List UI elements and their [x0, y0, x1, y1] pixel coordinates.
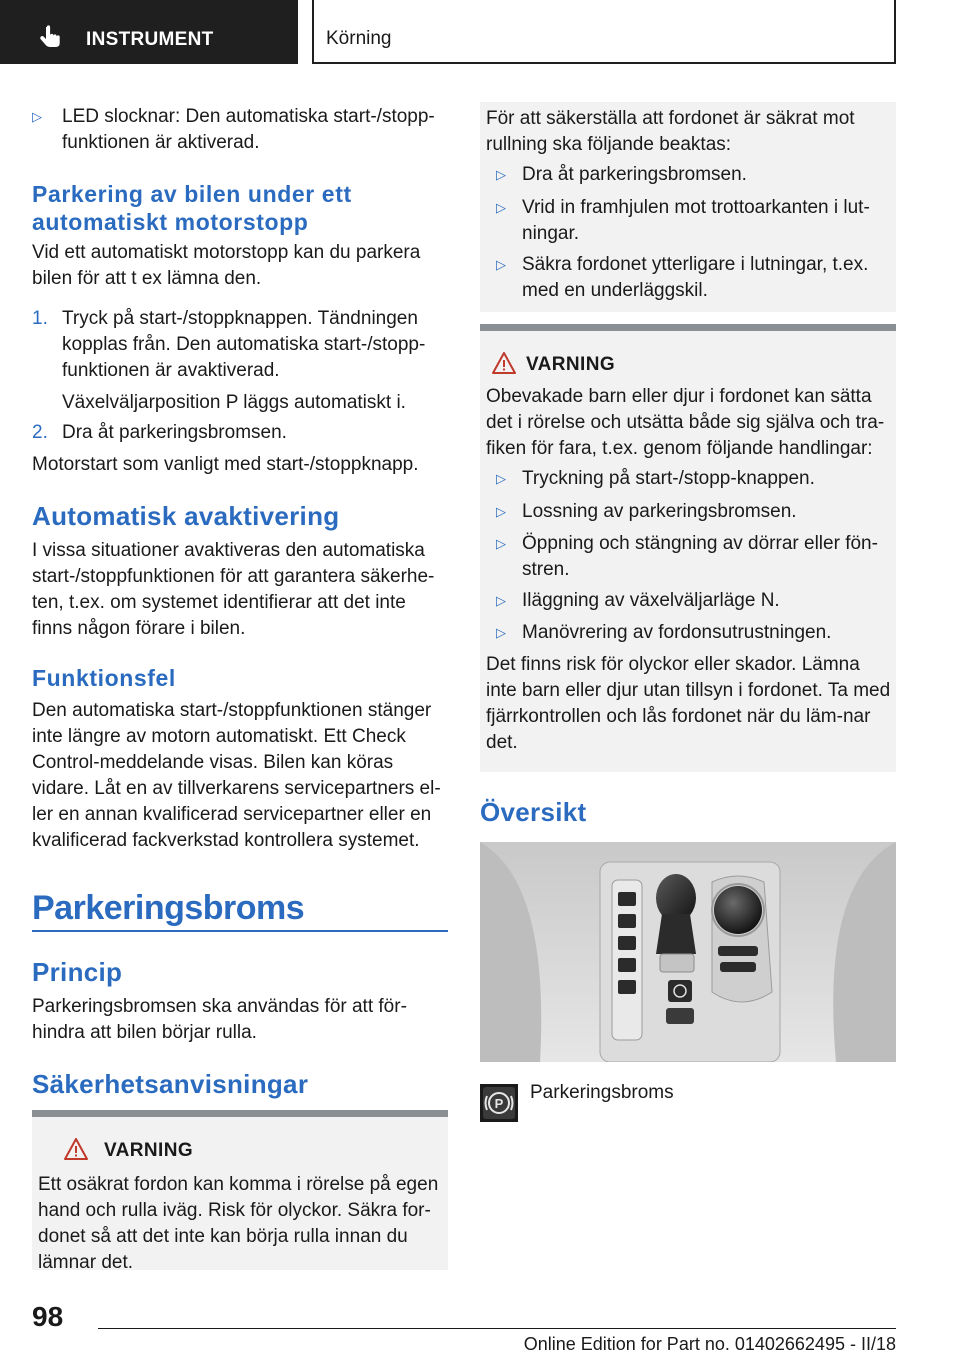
- principle-text: Parkeringsbromsen ska användas för att för-hindra att bilen börjar rulla.: [32, 996, 407, 1043]
- triangle-bullet-icon: ▷: [496, 625, 506, 640]
- triangle-bullet-icon: ▷: [496, 536, 506, 551]
- list-item: ▷ Manövrering av fordonsutrustningen.: [496, 620, 886, 646]
- list-item: ▷ Vrid in framhjulen mot trottoarkanten i lut-ningar.: [496, 197, 870, 244]
- svg-text:P: P: [494, 1096, 504, 1111]
- warning-bar: [480, 324, 896, 331]
- triangle-bullet-icon: ▷: [496, 167, 506, 182]
- triangle-bullet-icon: ▷: [496, 593, 506, 608]
- warning-box: [480, 324, 896, 772]
- step-1: 1. Tryck på start-/stoppknappen. Tändningen kopplas från. Den automatiska start-/stopp-funktionen är avaktiverad.: [32, 308, 426, 381]
- warning-title: VARNING: [104, 1140, 194, 1161]
- principle-heading: Princip: [32, 957, 123, 987]
- center-console-photo: [480, 842, 896, 1062]
- step-1-extra: Växelväljarposition P läggs automatiskt i.: [62, 392, 406, 413]
- footer-rule: [98, 1328, 896, 1329]
- section-title: Körning: [326, 28, 392, 49]
- list-item: ▷ Öppning och stängning av dörrar eller fön-stren.: [496, 533, 878, 580]
- safety-heading: Säkerhetsanvisningar: [32, 1069, 309, 1099]
- warning-triangle-icon: [64, 1138, 88, 1160]
- list-item: ▷ Dra åt parkeringsbromsen.: [496, 162, 886, 188]
- page-number: 98: [32, 1301, 64, 1332]
- triangle-bullet-icon: ▷: [32, 109, 42, 124]
- list-item: ▷ Tryckning på start-/stopp-knappen.: [496, 466, 886, 492]
- fault-text: Den automatiska start-/stoppfunktionen stänger inte längre av motorn automatiskt. Ett Check Control-meddelande visas. Bilen kan köras vidare. Låt en av tillverkarens servicepartners el-ler en annan kvalificerad servicepartner eller en kvalificerad fackverkstad kontrollera systemet.: [32, 700, 441, 851]
- overview-heading: Översikt: [480, 797, 587, 827]
- parking-heading: Parkering av bilen under ett automatiskt motorstopp: [32, 181, 352, 235]
- section-header: [312, 0, 896, 64]
- legend-label: Parkeringsbroms: [530, 1082, 674, 1103]
- warning-outro: Det finns risk för olyckor eller skador. Lämna inte barn eller djur utan tillsyn i fordonet. Ta med fjärrkontrollen och lås fordonet när du läm-nar det.: [486, 654, 891, 753]
- warning-text: Ett osäkrat fordon kan komma i rörelse på egen hand och rulla iväg. Risk för olyckor. Säkra for-donet så att det inte kan börja rulla innan du lämnar det.: [38, 1174, 439, 1273]
- triangle-bullet-icon: ▷: [496, 200, 506, 215]
- motorstart-text: Motorstart som vanligt med start-/stoppknapp.: [32, 454, 419, 475]
- auto-deactivation-text: I vissa situationer avaktiveras den automatiska start-/stoppfunktionen för att garantera säkerhe-ten, t.ex. om systemet identifierar att det inte finns någon förare i bilen.: [32, 540, 435, 639]
- triangle-bullet-icon: ▷: [496, 504, 506, 519]
- triangle-bullet-icon: ▷: [496, 257, 506, 272]
- touch-hand-icon: [38, 24, 64, 50]
- parking-intro: Vid ett automatiskt motorstopp kan du parkera bilen för att t ex lämna den.: [32, 242, 421, 289]
- auto-deactivation-heading: Automatisk avaktivering: [32, 501, 340, 531]
- list-item: ▷ Iläggning av växelväljarläge N.: [496, 588, 886, 614]
- chapter-rule: [32, 930, 448, 932]
- warning-box: [32, 1110, 448, 1273]
- fault-heading: Funktionsfel: [32, 665, 176, 691]
- info-intro: För att säkerställa att fordonet är säkrat mot rullning ska följande beaktas:: [486, 108, 855, 155]
- warning-title: VARNING: [526, 354, 616, 375]
- list-item: ▷ Säkra fordonet ytterligare i lutningar, t.ex. med en underläggskil.: [496, 254, 869, 301]
- warning-bar: [32, 1110, 448, 1117]
- chapter-title: INSTRUMENT: [86, 29, 214, 50]
- parking-brake-icon: [480, 1084, 518, 1122]
- triangle-bullet-icon: ▷: [496, 471, 506, 486]
- info-box: [480, 102, 896, 312]
- warning-triangle-icon: [492, 352, 516, 374]
- list-item: ▷ Lossning av parkeringsbromsen.: [496, 499, 886, 525]
- chapter-heading: Parkeringsbroms: [32, 889, 305, 927]
- list-item: ▷ LED slocknar: Den automatiska start-/stopp-funktionen är aktiverad.: [32, 106, 435, 153]
- warning-text: Obevakade barn eller djur i fordonet kan sätta det i rörelse och utsätta både sig själva och tra-fiken för fara, t.ex. genom följande handlingar:: [486, 386, 885, 459]
- chapter-tab: [0, 0, 298, 64]
- step-2: 2. Dra åt parkeringsbromsen.: [32, 422, 287, 443]
- edition-info: Online Edition for Part no. 01402662495 - II/18: [523, 1334, 896, 1354]
